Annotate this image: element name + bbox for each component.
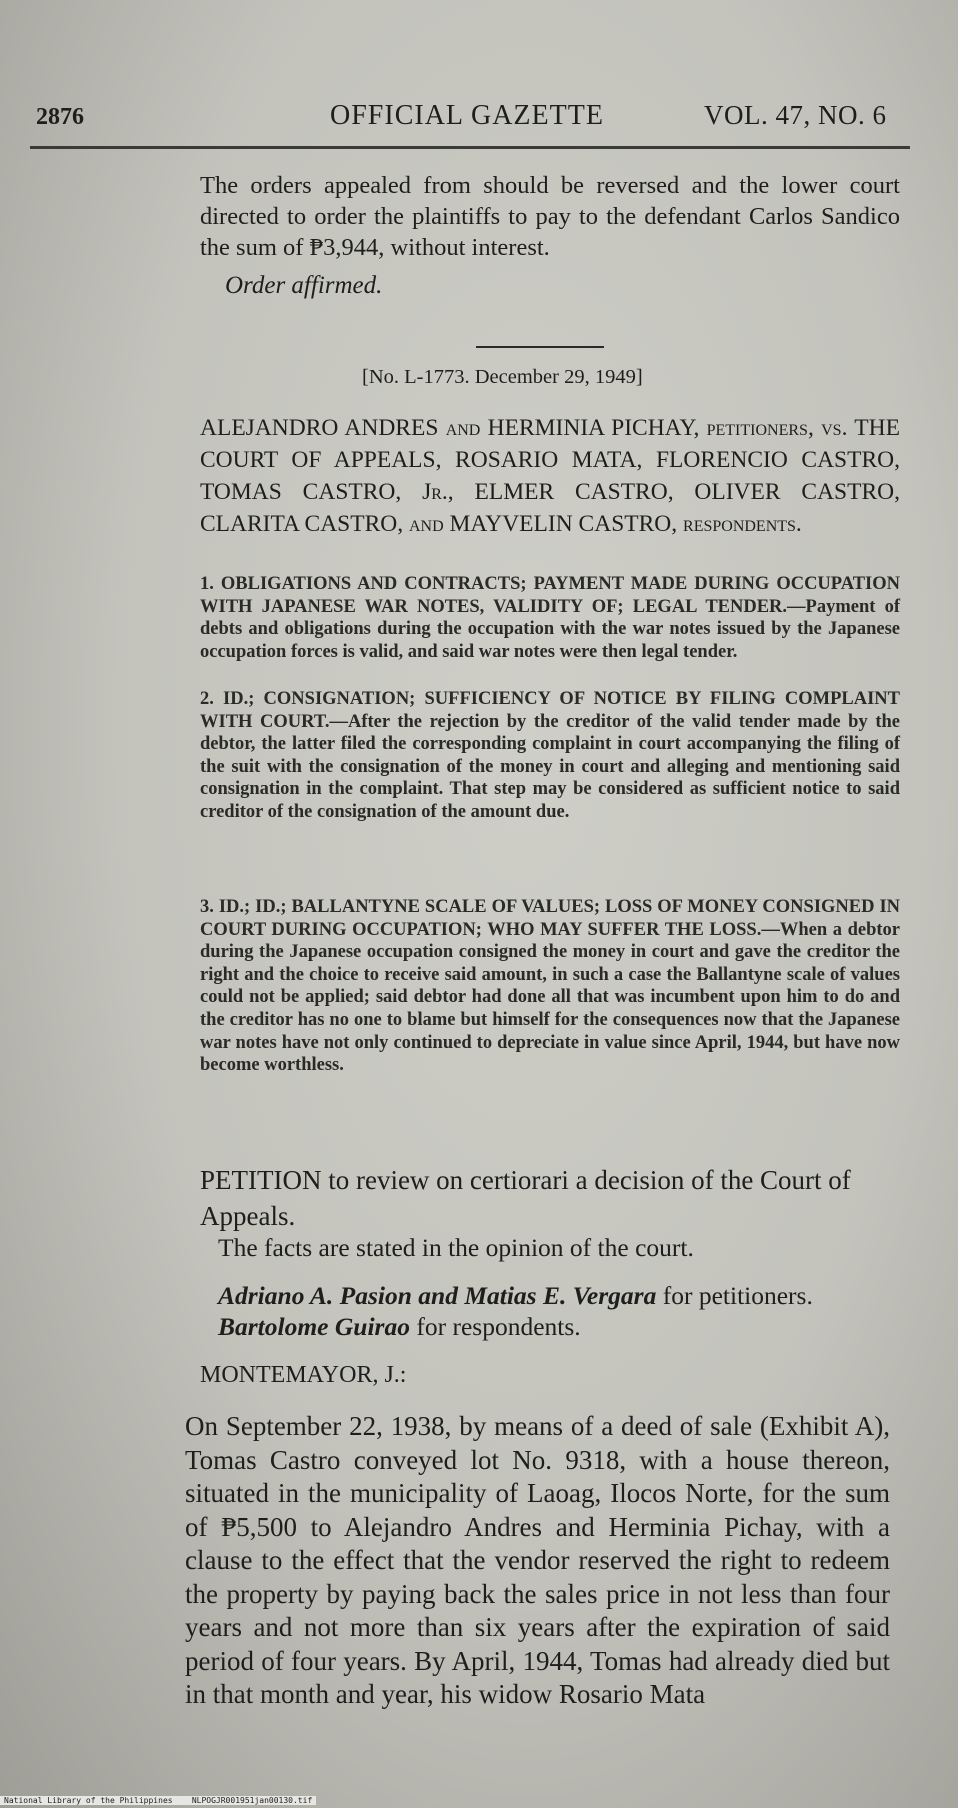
counsel-petitioners-names: Adriano A. Pasion and Matias E. Vergara: [218, 1281, 657, 1310]
counsel-petitioners-role: for petitioners.: [662, 1281, 813, 1310]
disposition: Order affirmed.: [225, 272, 383, 299]
volume-number: VOL. 47, NO. 6: [704, 100, 887, 130]
previous-case-closing-paragraph: The orders appealed from should be reversed and the lower court directed to order the plaintiffs to pay to the defendant Carlos Sandico the sum of ₱3,944, without interest.: [200, 172, 900, 261]
footer-source: National Library of the Philippines: [4, 1796, 173, 1805]
counsel-block: [218, 1280, 908, 1342]
syllabus-text: When a debtor during the Japanese occupation consigned the money in court and gave the creditor the right and the choice to receive said amount, in such a case the Ballantyne scale of values could not be applied; said debtor had done all that was incumbent upon him to do and the creditor has no one to blame but himself for the consequences now that the Japanese war notes have not only continued to depreciate in value since April, 1944, but have now become worthless.: [200, 919, 900, 1076]
petition-line: PETITION to review on certiorari a decision of the Court of Appeals.: [200, 1165, 851, 1231]
case-separator-rule: [476, 346, 604, 348]
syllabus-number: 1.: [200, 574, 214, 594]
judge-name-text: MONTEMAYOR, J.:: [200, 1362, 407, 1388]
syllabus-item-3: [200, 896, 900, 1077]
syllabus-number: 3.: [200, 897, 214, 917]
counsel-respondents-name: Bartolome Guirao: [218, 1312, 410, 1341]
gazette-title: OFFICIAL GAZETTE: [330, 100, 604, 131]
syllabus-item-1: [200, 573, 900, 663]
case-number-line: [No. L-1773. December 29, 1949]: [362, 366, 643, 388]
header-rule: [30, 146, 910, 149]
scan-footer: [0, 1796, 316, 1805]
syllabus-item-2: [200, 688, 900, 824]
opinion-text: On September 22, 1938, by means of a deed of sale (Exhibit A), Tomas Castro conveyed lot No. 9318, with a house thereon, situated in the municipality of Laoag, Ilocos Norte, for the sum of ₱5,500 to Alejandro Andres and Herminia Pichay, with a clause to the effect that the vendor reserved the right to redeem the property by paying back the sales price in not less than four years and not more than six years after the expiration of said period of four years. By April, 1944, Tomas had already died but in that month and year, his widow Rosario Mata: [185, 1411, 890, 1709]
syllabus-heading: OBLIGATIONS AND CONTRACTS; PAYMENT MADE DURING OCCUPATION WITH JAPANESE WAR NOTES, VALIDITY OF; LEGAL TENDER.—: [200, 574, 900, 617]
judge-name: [200, 1362, 406, 1389]
syllabus-text: Payment of debts and obligations during the occupation with the war notes issued by the Japanese occupation forces is valid, and said war notes were then legal tender.: [200, 596, 900, 662]
footer-file: NLPOGJR001951jan00130.tif: [191, 1796, 313, 1805]
counsel-respondents-role: for respondents.: [416, 1312, 581, 1341]
parties-caption-text: ALEJANDRO ANDRES and HERMINIA PICHAY, petitioners, vs. THE COURT OF APPEALS, ROSARIO MATA, FLORENCIO CASTRO, TOMAS CASTRO, Jr., ELMER CASTRO, OLIVER CASTRO, CLARITA CASTRO, and MAYVELIN CASTRO, respondents.: [200, 415, 900, 537]
parties-caption: [200, 412, 900, 540]
syllabus-heading: ID.; ID.; BALLANTYNE SCALE OF VALUES; LOSS OF MONEY CONSIGNED IN COURT DURING OCCUPATION; WHO MAY SUFFER THE LOSS.—: [200, 897, 900, 940]
page-number: 2876: [36, 104, 84, 130]
syllabus-number: 2.: [200, 689, 214, 709]
facts-statement: The facts are stated in the opinion of the court.: [218, 1233, 694, 1262]
syllabus-heading: ID.; CONSIGNATION; SUFFICIENCY OF NOTICE BY FILING COMPLAINT WITH COURT.—: [200, 689, 900, 732]
syllabus-text: After the rejection by the creditor of the valid tender made by the debtor, the latter filed the corresponding complaint in court accompanying the filing of the suit with the consignation of the money in court and alleging and mentioning said consignation in the complaint. That step may be considered as sufficient notice to said creditor of the consignation of the amount due.: [200, 711, 900, 822]
